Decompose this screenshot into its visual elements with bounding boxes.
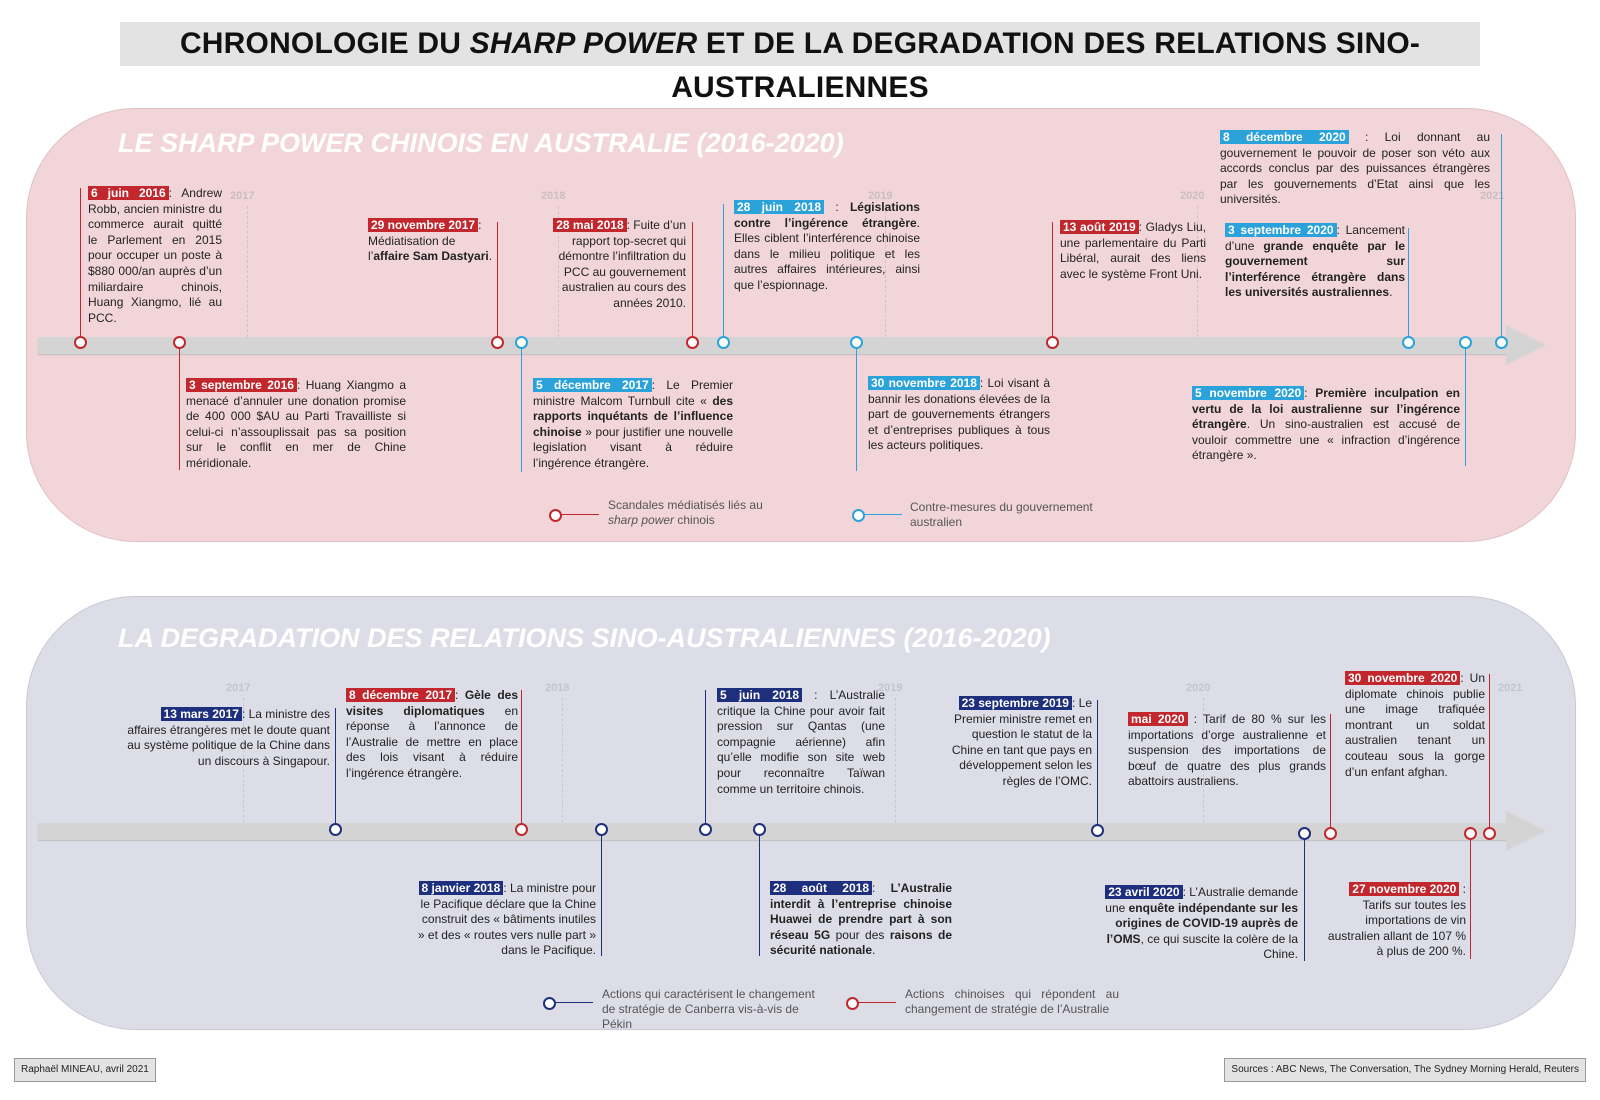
connector-line [521, 344, 522, 472]
connector-line [601, 832, 602, 956]
connector-line [856, 344, 857, 471]
event-marker [515, 336, 528, 349]
event-marker [1046, 336, 1059, 349]
legend-actions-canberra: Actions qui caractérisent le changement de stratégie de Canberra vis-à-vis de Pékin [602, 987, 815, 1031]
event-23-avril-2020: 23 avril 2020 : L’Australie demande une enquête indépendante sur les origines de COVID-19 auprès de l’OMS, ce qui suscite la colère de la Chine. [1105, 885, 1298, 962]
connector-line [705, 690, 706, 826]
event-marker [595, 823, 608, 836]
year-label: 2021 [1498, 682, 1523, 694]
event-marker [850, 336, 863, 349]
year-guide [247, 206, 248, 342]
event-23-septembre-2019: 23 septembre 2019 : Le Premier ministre remet en question le statut de la Chine en tant que pays en développement selon les règles de l’OMC. [951, 696, 1092, 788]
event-marker [717, 336, 730, 349]
year-label: 2018 [545, 682, 570, 694]
event-marker [173, 336, 186, 349]
event-5-novembre-2020: 5 novembre 2020 : Première inculpation en vertu de la loi australienne sur l’ingérence étrangère. Un sino-australien est accusé de vouloir commettre une « infraction d’ingérence étrangère ». [1192, 386, 1460, 463]
event-marker [1483, 827, 1496, 840]
connector-line [692, 222, 693, 339]
event-8-decembre-2020: 8 décembre 2020 : Loi donnant au gouvernement le pouvoir de poser son véto aux accords conclus par des puissances étrangères par les gouvernements d’Etat ainsi que les universités. [1220, 130, 1490, 207]
degradation-panel-title: LA DEGRADATION DES RELATIONS SINO-AUSTRALIENNES (2016-2020) [118, 623, 1051, 653]
event-marker [1464, 827, 1477, 840]
year-label: 2020 [1180, 190, 1205, 202]
sources-credit: Sources : ABC News, The Conversation, The Sydney Morning Herald, Reuters [1224, 1058, 1586, 1082]
connector-line [497, 222, 498, 339]
connector-line [335, 708, 336, 826]
event-marker [491, 336, 504, 349]
connector-line [723, 204, 724, 339]
event-27-novembre-2020: 27 novembre 2020 : Tarifs sur toutes les importations de vin australien allant de 107 % à plus de 200 %. [1327, 882, 1466, 959]
event-marker [1298, 827, 1311, 840]
legend-contre-mesures: Contre-mesures du gouvernement australien [910, 500, 1093, 529]
year-label: 2017 [226, 682, 251, 694]
connector-line [1330, 714, 1331, 831]
event-marker [515, 823, 528, 836]
connector-line [1052, 222, 1053, 339]
connector-line [521, 690, 522, 826]
legend-marker-navy [543, 997, 556, 1010]
year-label: 2017 [230, 190, 255, 202]
event-marker [1402, 336, 1415, 349]
event-marker [1459, 336, 1472, 349]
event-13-mars-2017: 13 mars 2017 : La ministre des affaires étrangères met le doute quant au système politique de la Chine dans un discours à Singapour. [127, 707, 330, 768]
author-credit: Raphaël MINEAU, avril 2021 [14, 1058, 156, 1082]
connector-line [1408, 228, 1409, 339]
timeline-arrow [38, 325, 1538, 365]
connector-line [179, 344, 180, 470]
event-5-juin-2018: 5 juin 2018 : L’Australie critique la Chine pour avoir fait pression sur Qantas (une compagnie aérienne) afin qu’elle modifie son site web pour reconnaître Taïwan comme un territoire chinois. [717, 688, 885, 796]
event-28-aout-2018: 28 août 2018 : L’Australie interdit à l’entreprise chinoise Huawei de prendre part à son réseau 5G pour des raisons de sécurité nationale. [770, 881, 953, 958]
connector-line [1489, 674, 1490, 831]
legend-marker-blue [852, 509, 865, 522]
event-marker [74, 336, 87, 349]
event-29-novembre-2017: 29 novembre 2017 : Médiatisation de l’affaire Sam Dastyari. [368, 218, 493, 264]
year-label: 2020 [1186, 682, 1211, 694]
connector-line [1501, 134, 1502, 339]
event-marker [1495, 336, 1508, 349]
legend-marker-red [846, 997, 859, 1010]
connector-line [1470, 836, 1471, 959]
event-5-decembre-2017: 5 décembre 2017 : Le Premier ministre Malcom Turnbull cite « des rapports inquétants de l’influence chinoise » pour justifier une nouvelle legislation visant à réduire l’ingérence étrangère. [533, 378, 733, 470]
event-marker [1091, 824, 1104, 837]
event-3-septembre-2016: 3 septembre 2016 : Huang Xiangmo a menacé d’annuler une donation promise de 400 000 $AU au Parti Travailliste si celui-ci n’assouplissait pas sa position sur le conflit en mer de Chine méridionale. [186, 378, 407, 470]
main-title: CHRONOLOGIE DU SHARP POWER ET DE LA DEGRADATION DES RELATIONS SINO-AUSTRALIENNES [120, 22, 1480, 66]
event-30-novembre-2020: 30 novembre 2020 : Un diplomate chinois publie une image trafiquée montrant un soldat australien tenant un couteau sous la gorge d’un enfant afghan. [1345, 671, 1485, 779]
event-marker [329, 823, 342, 836]
event-8-janvier-2018: 8 janvier 2018 : La ministre pour le Pacifique déclare que la Chine construit des « bâtiments inutiles » et des « routes vers nulle part » dans le Pacifique. [417, 881, 596, 958]
year-label: 2019 [868, 190, 893, 202]
event-28-mai-2018: 28 mai 2018 : Fuite d’un rapport top-secret qui démontre l’infiltration du PCC au gouvernement australien au cours des années 2010. [546, 218, 686, 312]
event-30-novembre-2018: 30 novembre 2018 : Loi visant à bannir les donations élevées de la part de gouvernements étrangers et d’entreprises publiques à tous les acteurs politiques. [868, 376, 1050, 453]
connector-line [1097, 700, 1098, 827]
connector-line [1465, 344, 1466, 466]
event-6-juin-2016: 6 juin 2016 : Andrew Robb, ancien ministre du commerce aurait quitté le Parlement en 2015 pour occuper un poste à $880 000/an auprès d’un miliardaire chinois, Huang Xiangmo, lié au PCC. [88, 186, 222, 325]
connector-line [1304, 836, 1305, 961]
event-marker [1324, 827, 1337, 840]
year-label: 2019 [878, 682, 903, 694]
event-marker [699, 823, 712, 836]
event-3-septembre-2020: 3 septembre 2020 : Lancement d’une grande enquête par le gouvernement sur l’interférence étrangère dans les universités australiennes. [1225, 223, 1405, 300]
event-marker [753, 823, 766, 836]
connector-line [80, 188, 81, 338]
sharp-power-panel-title: LE SHARP POWER CHINOIS EN AUSTRALIE (2016-2020) [118, 128, 844, 158]
timeline-arrow [38, 811, 1538, 851]
legend-marker-red [549, 509, 562, 522]
event-mai-2020: mai 2020 : Tarif de 80 % sur les importations d’orge australienne et suspension des importations de bœuf de quatre des plus grands abattoirs australiens. [1128, 712, 1326, 789]
year-label: 2021 [1480, 190, 1505, 202]
event-8-decembre-2017: 8 décembre 2017 : Gèle des visites diplomatiques en réponse à l’annonce de l’Australie de mettre en place des lois visant à réduire l’ingérence étrangère. [346, 688, 518, 780]
year-label: 2018 [541, 190, 566, 202]
connector-line [759, 832, 760, 956]
event-28-juin-2018: 28 juin 2018 : Législations contre l’ingérence étrangère. Elles ciblent l’interférence chinoise dans le milieu politique et les autres affaires intérieures, ainsi que l’espionnage. [734, 200, 920, 292]
legend-scandales: Scandales médiatisés liés au sharp power chinois [608, 498, 763, 527]
event-marker [686, 336, 699, 349]
legend-actions-chinoises: Actions chinoises qui répondent au changement de stratégie de l’Australie [905, 987, 1119, 1016]
event-13-aout-2019: 13 août 2019 : Gladys Liu, une parlementaire du Parti Libéral, aurait des liens avec le système Front Uni. [1060, 220, 1206, 281]
